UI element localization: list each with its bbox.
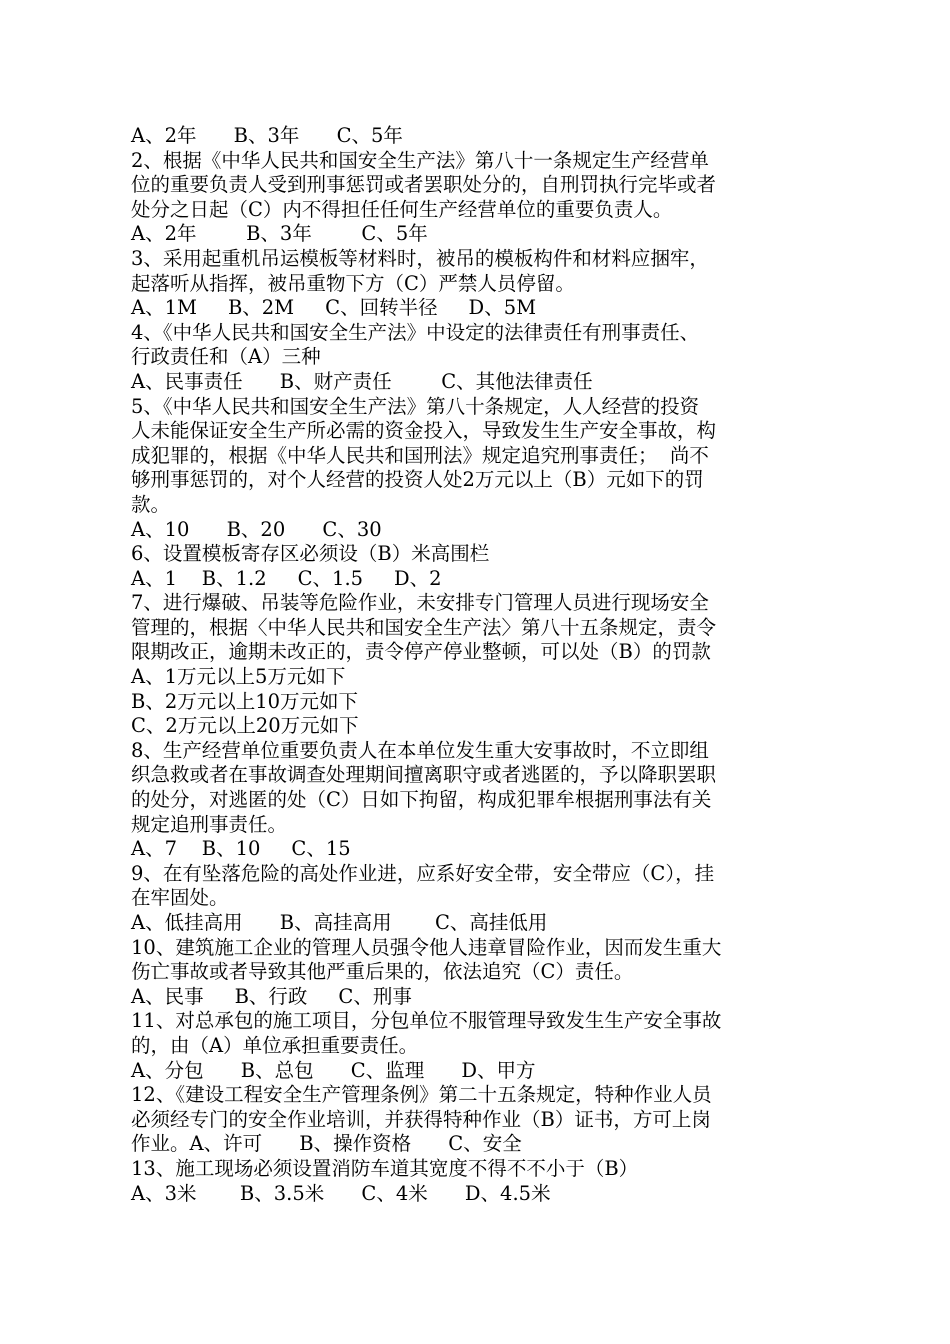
doc-line-37: 11、对总承包的施工项目，分包单位不服管理导致发生生产安全事故: [131, 1009, 722, 1033]
doc-line-41: 必须经专门的安全作业培训，并获得特种作业（B）证书，方可上岗: [131, 1107, 711, 1131]
doc-line-27: 织急救或者在事故调查处理期间擅离职守或者逃匿的，予以降职罢职: [131, 763, 717, 787]
doc-line-21: 管理的，根据〈中华人民共和国安全生产法〉第八十五条规定，责令: [131, 615, 717, 639]
doc-line-20: 7、进行爆破、吊装等危险作业，未安排专门管理人员进行现场安全: [131, 591, 709, 615]
doc-line-22: 限期改正，逾期未改正的，责令停产停业整顿，可以处（B）的罚款: [131, 640, 711, 664]
doc-line-18: 6、设置模板寄存区必须设（B）米高围栏: [131, 542, 490, 566]
doc-line-29: 规定追刑事责任。: [131, 812, 288, 836]
doc-line-10: 行政责任和（A）三种: [131, 345, 321, 369]
doc-line-34: 10、建筑施工企业的管理人员强令他人违章冒险作业，因而发生重大: [131, 935, 722, 959]
doc-line-40: 12、《建设工程安全生产管理条例》第二十五条规定，特种作业人员: [131, 1083, 712, 1107]
doc-line-09: 4、《中华人民共和国安全生产法》中设定的法律责任有刑事责任、: [131, 320, 700, 344]
doc-line-32: 在牢固处。: [131, 886, 229, 910]
doc-line-23: A、1万元以上5万元如下: [131, 665, 346, 689]
doc-line-43: 13、施工现场必须设置消防车道其宽度不得不不小于（B）: [131, 1156, 639, 1180]
doc-line-13: 人未能保证安全生产所必需的资金投入，导致发生生产安全事故，构: [131, 419, 717, 443]
document-page: [131, 124, 821, 1206]
doc-line-11: A、民事责任 B、财产责任 C、其他法律责任: [131, 369, 593, 393]
doc-line-24: B、2万元以上10万元如下: [131, 689, 359, 713]
doc-line-03: 位的重要负责人受到刑事惩罚或者罢职处分的，自刑罚执行完毕或者: [131, 173, 717, 197]
doc-line-08: A、1M B、2M C、回转半径 D、5M: [131, 296, 537, 320]
doc-line-31: 9、在有坠落危险的高处作业进，应系好安全带，安全带应（C），挂: [131, 861, 715, 885]
doc-line-42: 作业。A、许可 B、操作资格 C、安全: [131, 1132, 522, 1156]
doc-line-15: 够刑事惩罚的，对个人经营的投资人处2万元以上（B）元如下的罚: [131, 468, 704, 492]
doc-line-44: A、3米 B、3.5米 C、4米 D、4.5米: [131, 1181, 551, 1205]
doc-line-05: A、2年 B、3年 C、5年: [131, 222, 428, 246]
doc-line-30: A、7 B、10 C、15: [131, 837, 351, 861]
doc-line-39: A、分包 B、总包 C、监理 D、甲方: [131, 1058, 536, 1082]
doc-line-33: A、低挂高用 B、高挂高用 C、高挂低用: [131, 911, 548, 934]
doc-line-38: 的，由（A）单位承担重要责任。: [131, 1033, 419, 1057]
doc-line-01: A、2年 B、3年 C、5年: [131, 124, 403, 147]
doc-line-28: 的处分，对逃匿的处（C）日如下拘留，构成犯罪牟根据刑事法有关: [131, 788, 712, 812]
doc-line-19: A、1 B、1.2 C、1.5 D、2: [131, 566, 442, 590]
doc-line-06: 3、采用起重机吊运模板等材料时，被吊的模板构件和材料应捆牢，: [131, 246, 709, 270]
doc-line-12: 5、《中华人民共和国安全生产法》第八十条规定，人人经营的投资: [131, 394, 700, 418]
doc-line-25: C、2万元以上20万元如下: [131, 714, 359, 738]
doc-line-35: 伤亡事故或者导致其他严重后果的，依法追究（C）责任。: [131, 960, 634, 984]
doc-line-26: 8、生产经营单位重要负责人在本单位发生重大安事故时，不立即组: [131, 738, 709, 762]
doc-line-04: 处分之日起（C）内不得担任任何生产经营单位的重要负责人。: [131, 197, 673, 221]
doc-line-02: 2、根据《中华人民共和国安全生产法》第八十一条规定生产经营单: [131, 148, 709, 172]
doc-line-07: 起落听从指挥，被吊重物下方（C）严禁人员停留。: [131, 271, 575, 295]
doc-line-14: 成犯罪的，根据《中华人民共和国刑法》规定追究刑事责任； 尚不: [131, 443, 709, 467]
doc-line-16: 款。: [131, 492, 171, 516]
doc-line-17: A、10 B、20 C、30: [131, 517, 382, 541]
doc-line-36: A、民事 B、行政 C、刑事: [131, 984, 412, 1008]
